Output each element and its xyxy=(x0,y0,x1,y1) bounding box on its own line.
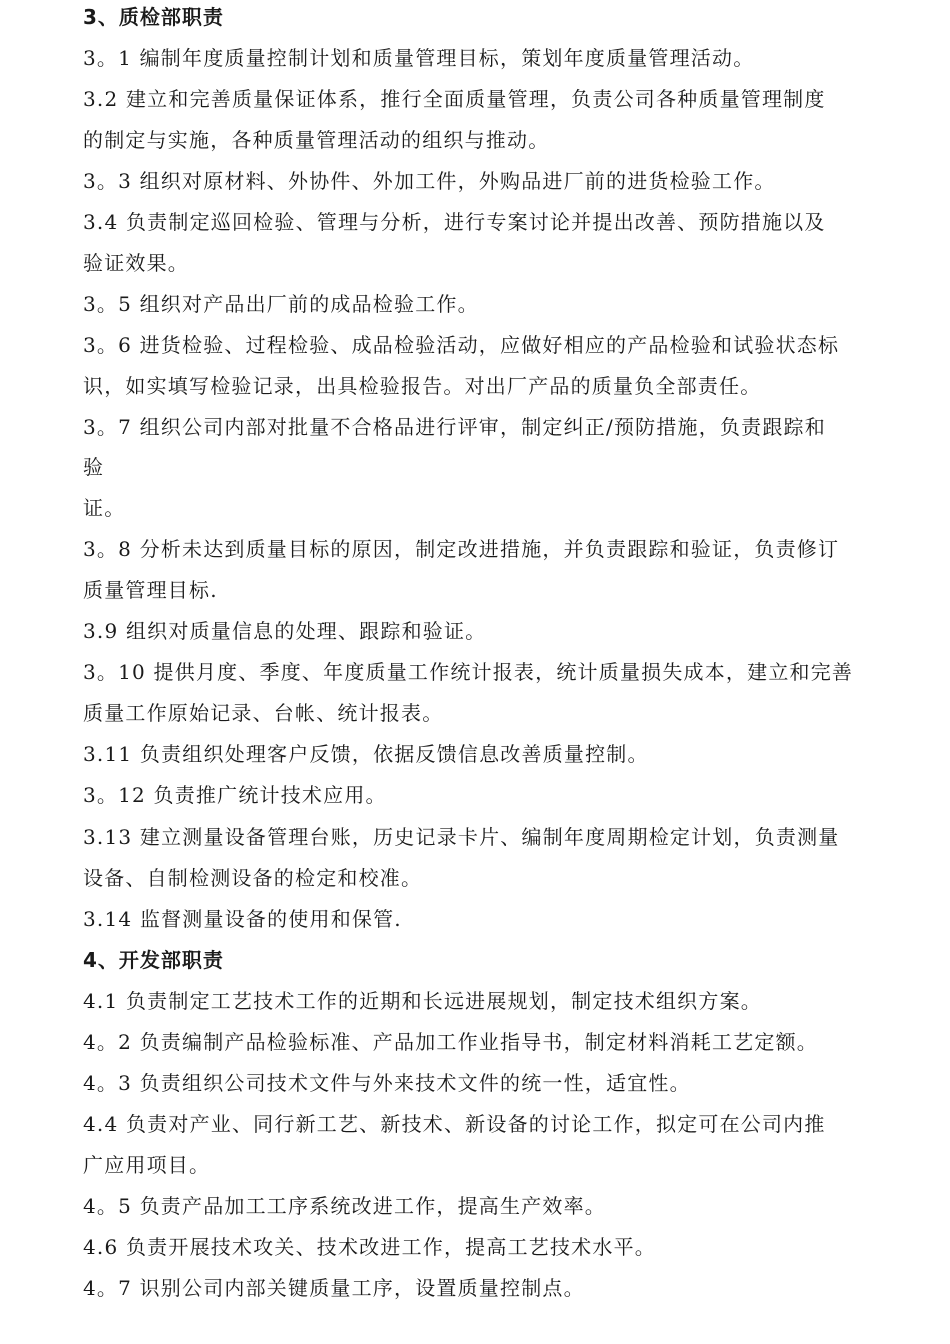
paragraph-line: 3.14 监督测量设备的使用和保管. xyxy=(83,907,402,931)
paragraph-line: 4.4 负责对产业、同行新工艺、新技术、新设备的讨论工作，拟定可在公司内推 xyxy=(83,1112,826,1136)
section-heading-quality: 3、质检部职责 xyxy=(83,5,224,29)
paragraph-line: 4.6 负责开展技术攻关、技术改进工作，提高工艺技术水平。 xyxy=(83,1235,656,1259)
paragraph-line: 4。3 负责组织公司技术文件与外来技术文件的统一性，适宜性。 xyxy=(83,1071,691,1095)
section-heading-development: 4、开发部职责 xyxy=(83,948,224,972)
paragraph-line: 3.11 负责组织处理客户反馈，依据反馈信息改善质量控制。 xyxy=(83,742,649,766)
paragraph-line: 4。7 识别公司内部关键质量工序，设置质量控制点。 xyxy=(83,1276,585,1300)
paragraph-line: 3。3 组织对原材料、外协件、外加工件，外购品进厂前的进货检验工作。 xyxy=(83,169,776,193)
paragraph-line: 验 xyxy=(83,455,105,479)
paragraph-line: 3。12 负责推广统计技术应用。 xyxy=(83,783,387,807)
paragraph-line: 3.13 建立测量设备管理台账，历史记录卡片、编制年度周期检定计划，负责测量 xyxy=(83,825,840,849)
paragraph-line: 3。1 编制年度质量控制计划和质量管理目标，策划年度质量管理活动。 xyxy=(83,46,755,70)
paragraph-line: 3。10 提供月度、季度、年度质量工作统计报表，统计质量损失成本，建立和完善 xyxy=(83,660,854,684)
paragraph-line: 3.2 建立和完善质量保证体系，推行全面质量管理，负责公司各种质量管理制度 xyxy=(83,87,826,111)
paragraph-line: 的制定与实施，各种质量管理活动的组织与推动。 xyxy=(83,128,550,152)
paragraph-line: 4。2 负责编制产品检验标准、产品加工作业指导书，制定材料消耗工艺定额。 xyxy=(83,1030,819,1054)
paragraph-line: 3.9 组织对质量信息的处理、跟踪和验证。 xyxy=(83,619,487,643)
paragraph-line: 广应用项目。 xyxy=(83,1153,211,1177)
paragraph-line: 3。7 组织公司内部对批量不合格品进行评审，制定纠正/预防措施，负责跟踪和 xyxy=(83,415,826,439)
paragraph-line: 4。5 负责产品加工工序系统改进工作，提高生产效率。 xyxy=(83,1194,607,1218)
paragraph-line: 3。5 组织对产品出厂前的成品检验工作。 xyxy=(83,292,479,316)
paragraph-line: 3。6 进货检验、过程检验、成品检验活动，应做好相应的产品检验和试验状态标 xyxy=(83,333,840,357)
paragraph-line: 识，如实填写检验记录，出具检验报告。对出厂产品的质量负全部责任。 xyxy=(83,374,762,398)
paragraph-line: 证。 xyxy=(83,496,126,520)
paragraph-line: 3。8 分析未达到质量目标的原因，制定改进措施，并负责跟踪和验证，负责修订 xyxy=(83,537,840,561)
paragraph-line: 4.1 负责制定工艺技术工作的近期和长远进展规划，制定技术组织方案。 xyxy=(83,989,762,1013)
paragraph-line: 设备、自制检测设备的检定和校准。 xyxy=(83,866,423,890)
paragraph-line: 验证效果。 xyxy=(83,251,189,275)
paragraph-line: 3.4 负责制定巡回检验、管理与分析，进行专案讨论并提出改善、预防措施以及 xyxy=(83,210,826,234)
paragraph-line: 质量管理目标. xyxy=(83,578,218,602)
paragraph-line: 质量工作原始记录、台帐、统计报表。 xyxy=(83,701,444,725)
